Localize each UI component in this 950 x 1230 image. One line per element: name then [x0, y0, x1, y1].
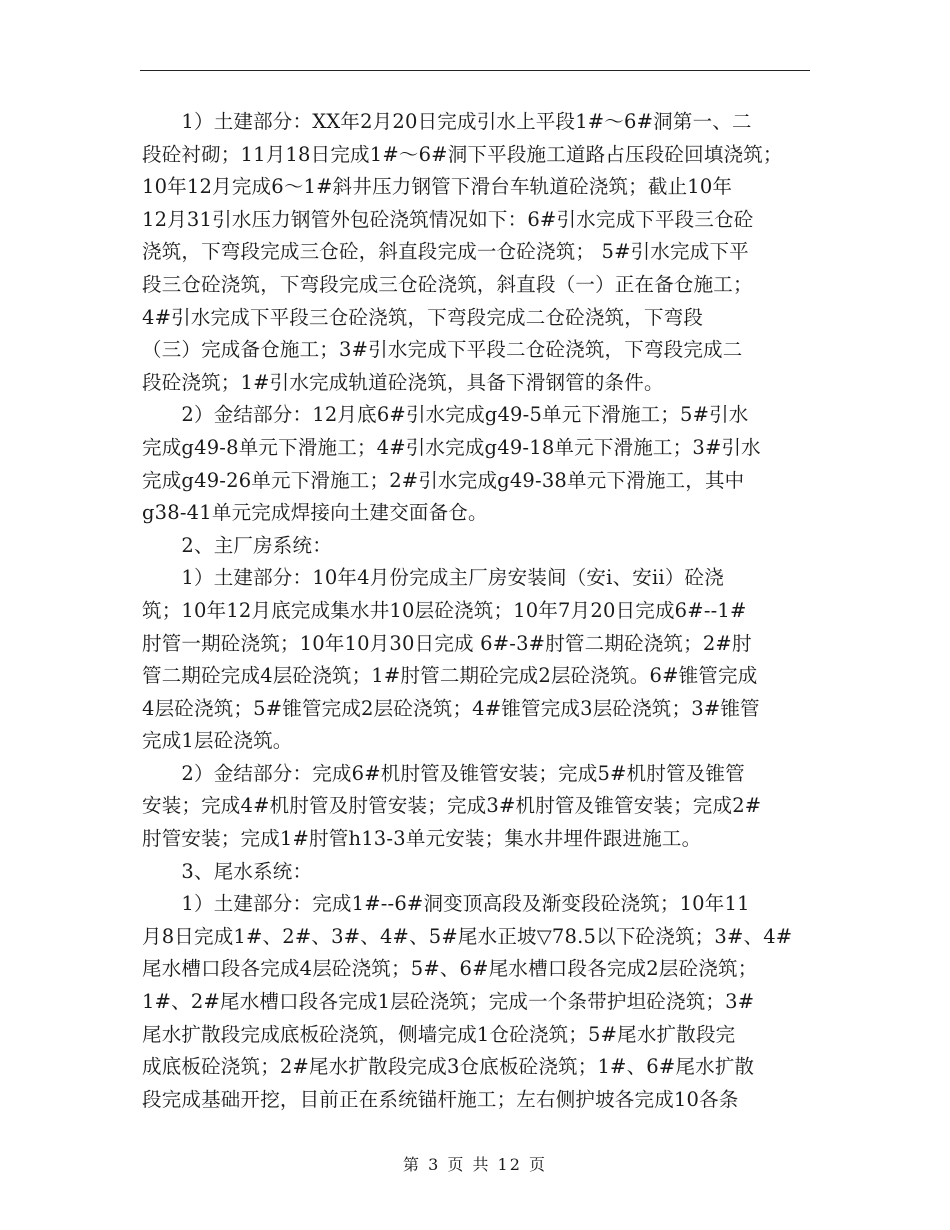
text-line: 成底板砼浇筑；2#尾水扩散段完成3仓底板砼浇筑；1#、6#尾水扩散: [142, 1055, 755, 1079]
body-text: [142, 106, 812, 1116]
text-line: g38-41单元完成焊接向土建交面备仓。: [142, 501, 488, 525]
section-heading: 2、主厂房系统：: [142, 533, 332, 557]
section-heading: 3、尾水系统：: [142, 859, 313, 883]
text-line: 肘管安装；完成1#肘管h13-3单元安装；集水井埋件跟进施工。: [142, 827, 702, 851]
text-line: 管二期砼完成4层砼浇筑；1#肘管二期砼完成2层砼浇筑。6#锥管完成: [142, 664, 758, 688]
text-line: 尾水扩散段完成底板砼浇筑，侧墙完成1仓砼浇筑；5#尾水扩散段完: [142, 1022, 736, 1046]
text-line: 段完成基础开挖，目前正在系统锚杆施工；左右侧护坡各完成10各条: [142, 1087, 739, 1111]
text-line: 1）土建部分：完成1#--6#洞变顶高段及渐变段砼浇筑；10年11: [142, 892, 750, 916]
text-line: 12月31引水压力钢管外包砼浇筑情况如下：6#引水完成下平段三仓砼: [142, 207, 754, 231]
text-line: （三）完成备仓施工；3#引水完成下平段二仓砼浇筑，下弯段完成二: [142, 338, 743, 362]
text-line: 4#引水完成下平段三仓砼浇筑，下弯段完成二仓砼浇筑，下弯段: [142, 305, 704, 329]
text-line: 1#、2#尾水槽口段各完成1层砼浇筑；完成一个条带护坦砼浇筑；3#: [142, 990, 755, 1014]
text-line: 月8日完成1#、2#、3#、4#、5#尾水正坡▽78.5以下砼浇筑；3#、4#: [142, 924, 793, 948]
text-line: 完成1层砼浇筑。: [142, 729, 293, 753]
text-line: 浇筑，下弯段完成三仓砼，斜直段完成一仓砼浇筑； 5#引水完成下平: [142, 240, 749, 264]
text-line: 2）金结部分：12月底6#引水完成g49-5单元下滑施工；5#引水: [142, 403, 749, 427]
text-line: 完成g49-26单元下滑施工；2#引水完成g49-38单元下滑施工，其中: [142, 468, 745, 492]
text-line: 段三仓砼浇筑，下弯段完成三仓砼浇筑，斜直段（一）正在备仓施工；: [142, 272, 753, 296]
text-line: 段砼浇筑；1#引水完成轨道砼浇筑，具备下滑钢管的条件。: [142, 370, 664, 394]
text-line: 安装；完成4#机肘管及肘管安装；完成3#机肘管及锥管安装；完成2#: [142, 794, 762, 818]
text-line: 完成g49-8单元下滑施工；4#引水完成g49-18单元下滑施工；3#引水: [142, 435, 761, 459]
text-line: 10年12月完成6～1#斜井压力钢管下滑台车轨道砼浇筑；截止10年: [142, 175, 733, 199]
text-line: 段砼衬砌；11月18日完成1#～6#洞下平段施工道路占压段砼回填浇筑；: [142, 142, 783, 166]
text-line: 4层砼浇筑；5#锥管完成2层砼浇筑；4#锥管完成3层砼浇筑；3#锥管: [142, 696, 760, 720]
text-line: 2）金结部分：完成6#机肘管及锥管安装；完成5#机肘管及锥管: [142, 761, 745, 785]
text-line: 1）土建部分：10年4月份完成主厂房安装间（安i、安ii）砼浇: [142, 566, 724, 590]
text-line: 肘管一期砼浇筑；10年10月30日完成 6#-3#肘管二期砼浇筑；2#肘: [142, 631, 752, 655]
text-line: 尾水槽口段各完成4层砼浇筑；5#、6#尾水槽口段各完成2层砼浇筑；: [142, 957, 758, 981]
page-number-footer: 第 3 页 共 12 页: [403, 1155, 547, 1174]
text-line: 筑；10年12月底完成集水井10层砼浇筑；10年7月20日完成6#--1#: [142, 598, 747, 622]
header-rule: [140, 70, 810, 71]
text-line: 1）土建部分：XX年2月20日完成引水上平段1#～6#洞第一、二: [142, 110, 752, 133]
